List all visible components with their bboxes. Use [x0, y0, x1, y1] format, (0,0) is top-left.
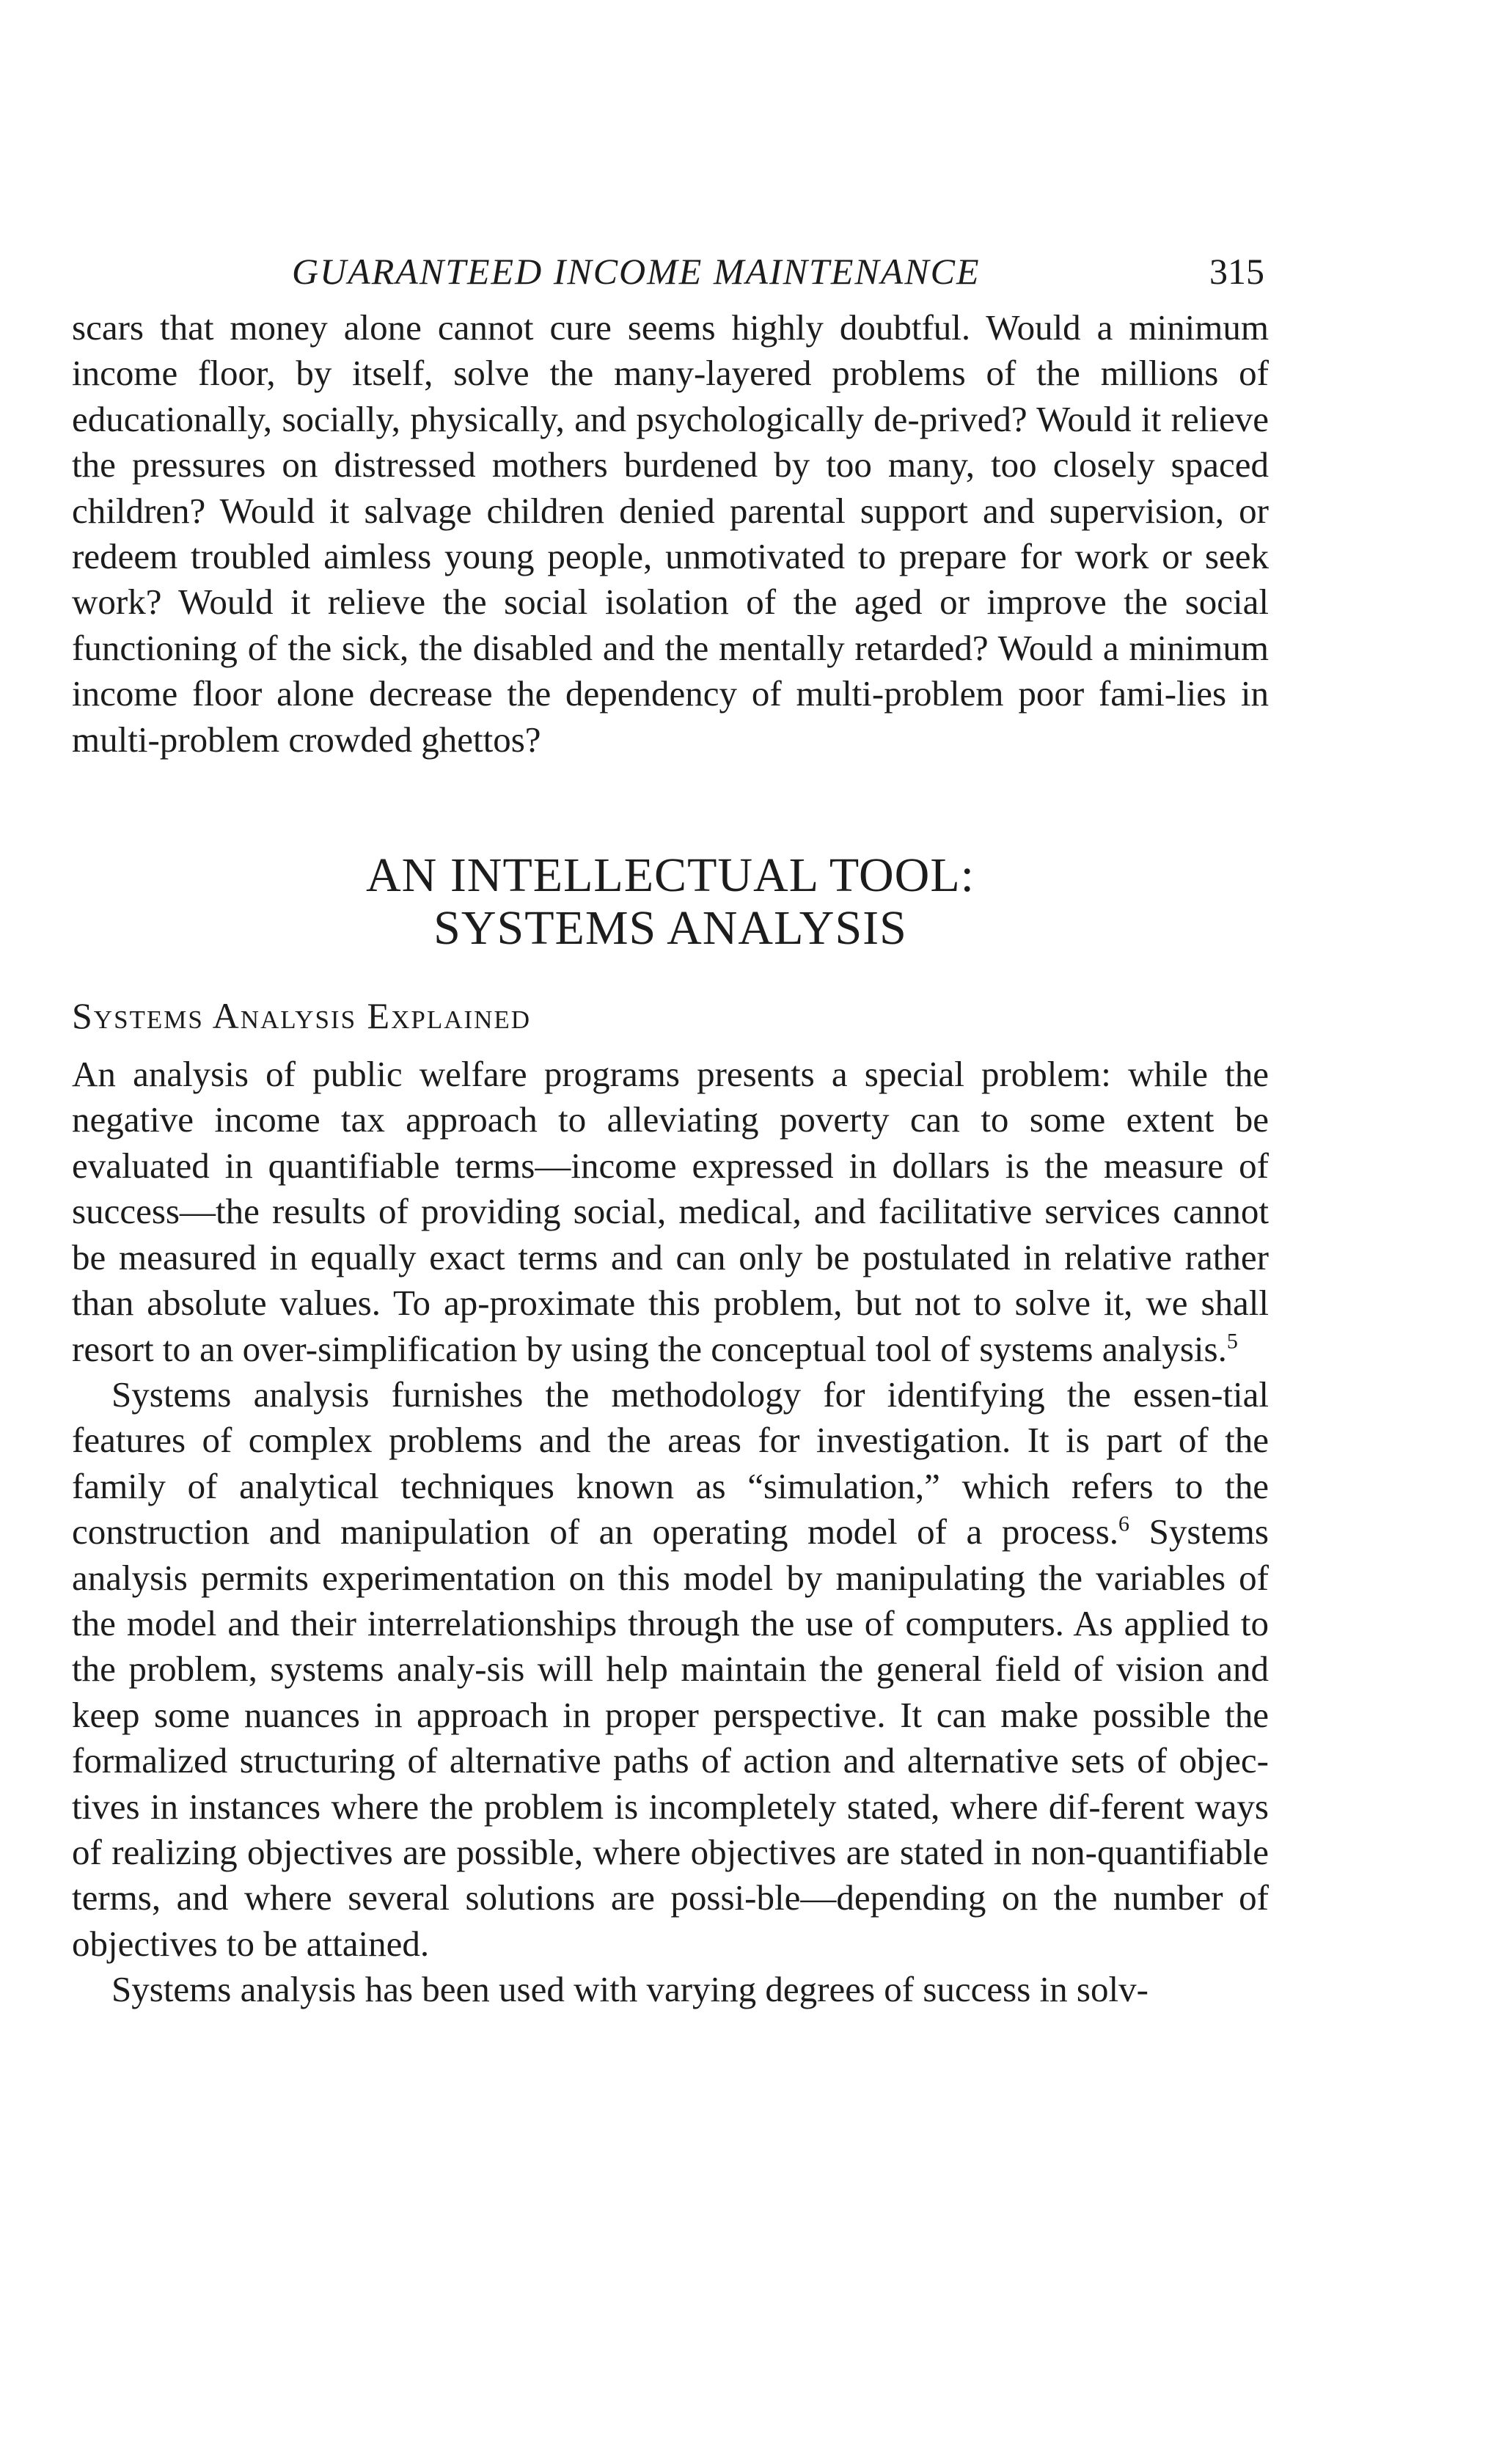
document-page [72, 249, 1269, 2013]
footnote-ref-5: 5 [1226, 1329, 1238, 1354]
footnote-ref-6: 6 [1118, 1511, 1130, 1536]
section-heading [72, 849, 1269, 955]
page-number: 315 [1209, 251, 1264, 292]
subsection-heading: Systems Analysis Explained [72, 995, 532, 1037]
running-header [72, 249, 1269, 305]
paragraph-text: An analysis of public welfare programs presents a special problem: while the negative income tax approach to alleviating poverty can to some extent be evaluated in quantifiable terms—income expressed in dollars is the measure of success—the results of providing social, medical, and facilitative services cannot be measured in equally exact terms and can only be postulated in relative rather than absolute values. To ap-proximate this problem, but not to solve it, we shall resort to an over-simplification by using the conceptual tool of systems analysis. [72, 1054, 1269, 1369]
paragraph-text: Systems analysis furnishes the methodology for identifying the essen-tial features of complex problems and the areas for investigation. It is part of the family of analytical techniques known as “simulation,” which refers to the construction and manipulation of an operating model of a process. [72, 1374, 1269, 1552]
paragraph-systems-methodology [72, 1372, 1269, 1967]
running-title: GUARANTEED INCOME MAINTENANCE [292, 251, 981, 292]
section-heading-line-2: SYSTEMS ANALYSIS [433, 901, 907, 956]
paragraph-analysis-problem [72, 1052, 1269, 1372]
paragraph-systems-usage: Systems analysis has been used with varying degrees of success in solv- [111, 1969, 1149, 2010]
section-heading-line-1: AN INTELLECTUAL TOOL: [366, 848, 975, 903]
paragraph-continuation: scars that money alone cannot cure seems highly doubtful. Would a minimum income floor, by itself, solve the many-layered problems of the millions of educationally, socially, physically, and psychologically de-prived? Would it relieve the pressures on distressed mothers burdened by too many, too closely spaced children? Would it salvage children denied parental support and supervision, or redeem troubled aimless young people, unmotivated to prepare for work or seek work? Would it relieve the social isolation of the aged or improve the social functioning of the sick, the disabled and the mentally retarded? Would a minimum income floor alone decrease the dependency of multi-problem poor fami-lies in multi-problem crowded ghettos? [72, 307, 1269, 760]
paragraph-text: Systems analysis permits experimentation on this model by manipulating the variables of the model and their interrelationships through the use of computers. As applied to the problem, systems analy-sis will help maintain the general field of vision and keep some nuances in approach in proper perspective. It can make possible the formalized structuring of alternative paths of action and alternative sets of objec-tives in instances where the problem is incompletely stated, where dif-ferent ways of realizing objectives are possible, where objectives are stated in non-quantifiable terms, and where several solutions are possi-ble—depending on the number of objectives to be attained. [72, 1511, 1269, 1964]
